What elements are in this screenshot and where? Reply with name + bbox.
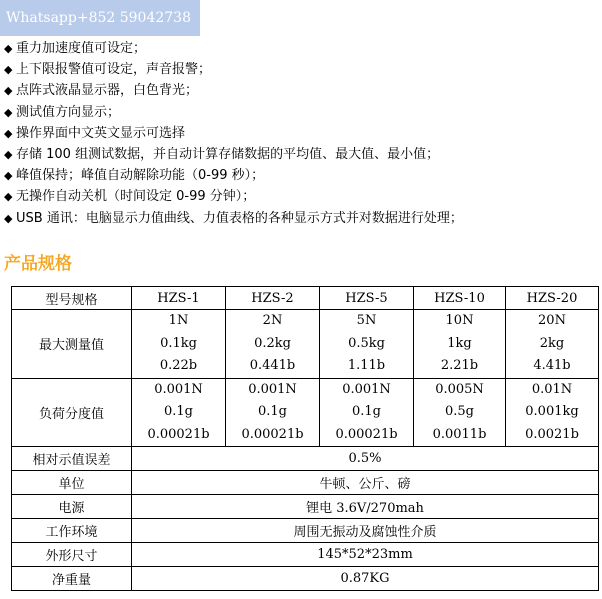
row-label: 相对示值误差 <box>12 447 132 471</box>
table-header-row <box>12 287 599 310</box>
diamond-bullet-icon: ◆ <box>4 190 13 204</box>
header-cell: HZS-20 <box>506 287 599 310</box>
header-cell: HZS-1 <box>132 287 226 310</box>
spec-table <box>11 286 599 591</box>
table-row <box>12 567 599 591</box>
table-cell: 牛顿、公斤、磅 <box>132 471 599 495</box>
row-label: 单位 <box>12 471 132 495</box>
header-cell: HZS-10 <box>414 287 506 310</box>
section-title: 产品规格 <box>4 254 72 274</box>
row-label: 净重量 <box>12 567 132 591</box>
diamond-bullet-icon: ◆ <box>4 63 13 77</box>
header-cell: HZS-5 <box>320 287 414 310</box>
feature-item: ◆ 操作界面中文英文显示可选择 <box>4 123 463 144</box>
feature-item: ◆ 无操作自动关机（时间设定 0-99 分钟）； <box>4 186 463 207</box>
table-row <box>12 471 599 495</box>
header-cell: 型号规格 <box>12 287 132 310</box>
table-cell: 10N 1kg 2.21b <box>414 310 506 379</box>
feature-item: ◆ 点阵式液晶显示器，白色背光； <box>4 80 463 101</box>
table-cell: 0.01N 0.001kg 0.0021b <box>506 378 599 447</box>
row-label: 外形尺寸 <box>12 543 132 567</box>
diamond-bullet-icon: ◆ <box>4 105 13 119</box>
diamond-bullet-icon: ◆ <box>4 147 13 161</box>
row-label: 工作环境 <box>12 519 132 543</box>
feature-item: ◆ 峰值保持；峰值自动解除功能（0-99 秒）； <box>4 165 463 186</box>
table-row <box>12 310 599 379</box>
table-cell: 20N 2kg 4.41b <box>506 310 599 379</box>
feature-item: ◆ 重力加速度值可设定； <box>4 38 463 59</box>
table-row <box>12 543 599 567</box>
diamond-bullet-icon: ◆ <box>4 84 13 98</box>
row-label: 电源 <box>12 495 132 519</box>
table-cell: 周围无振动及腐蚀性介质 <box>132 519 599 543</box>
feature-item: ◆ 测试值方向显示； <box>4 102 463 123</box>
row-label: 负荷分度值 <box>12 378 132 447</box>
feature-item: ◆ USB 通讯：电脑显示力值曲线、力值表格的各种显示方式并对数据进行处理； <box>4 208 463 229</box>
table-cell: 0.001N 0.1g 0.00021b <box>226 378 320 447</box>
table-cell: 2N 0.2kg 0.441b <box>226 310 320 379</box>
table-row <box>12 495 599 519</box>
header-cell: HZS-2 <box>226 287 320 310</box>
table-row <box>12 378 599 447</box>
table-cell: 锂电 3.6V/270mah <box>132 495 599 519</box>
table-cell: 0.005N 0.5g 0.0011b <box>414 378 506 447</box>
feature-item: ◆ 上下限报警值可设定，声音报警； <box>4 59 463 80</box>
table-cell: 0.5% <box>132 447 599 471</box>
table-cell: 0.001N 0.1g 0.00021b <box>132 378 226 447</box>
table-cell: 0.87KG <box>132 567 599 591</box>
row-label: 最大测量值 <box>12 310 132 379</box>
feature-item: ◆ 存储 100 组测试数据，并自动计算存储数据的平均值、最大值、最小值； <box>4 144 463 165</box>
table-cell: 145*52*23mm <box>132 543 599 567</box>
diamond-bullet-icon: ◆ <box>4 42 13 55</box>
table-row <box>12 447 599 471</box>
table-cell: 0.001N 0.1g 0.00021b <box>320 378 414 447</box>
feature-list <box>4 38 463 229</box>
table-row <box>12 519 599 543</box>
table-cell: 5N 0.5kg 1.11b <box>320 310 414 379</box>
table-cell: 1N 0.1kg 0.22b <box>132 310 226 379</box>
diamond-bullet-icon: ◆ <box>4 169 13 183</box>
contact-banner: Whatsapp+852 59042738 <box>0 0 200 36</box>
diamond-bullet-icon: ◆ <box>4 211 13 225</box>
diamond-bullet-icon: ◆ <box>4 126 13 140</box>
